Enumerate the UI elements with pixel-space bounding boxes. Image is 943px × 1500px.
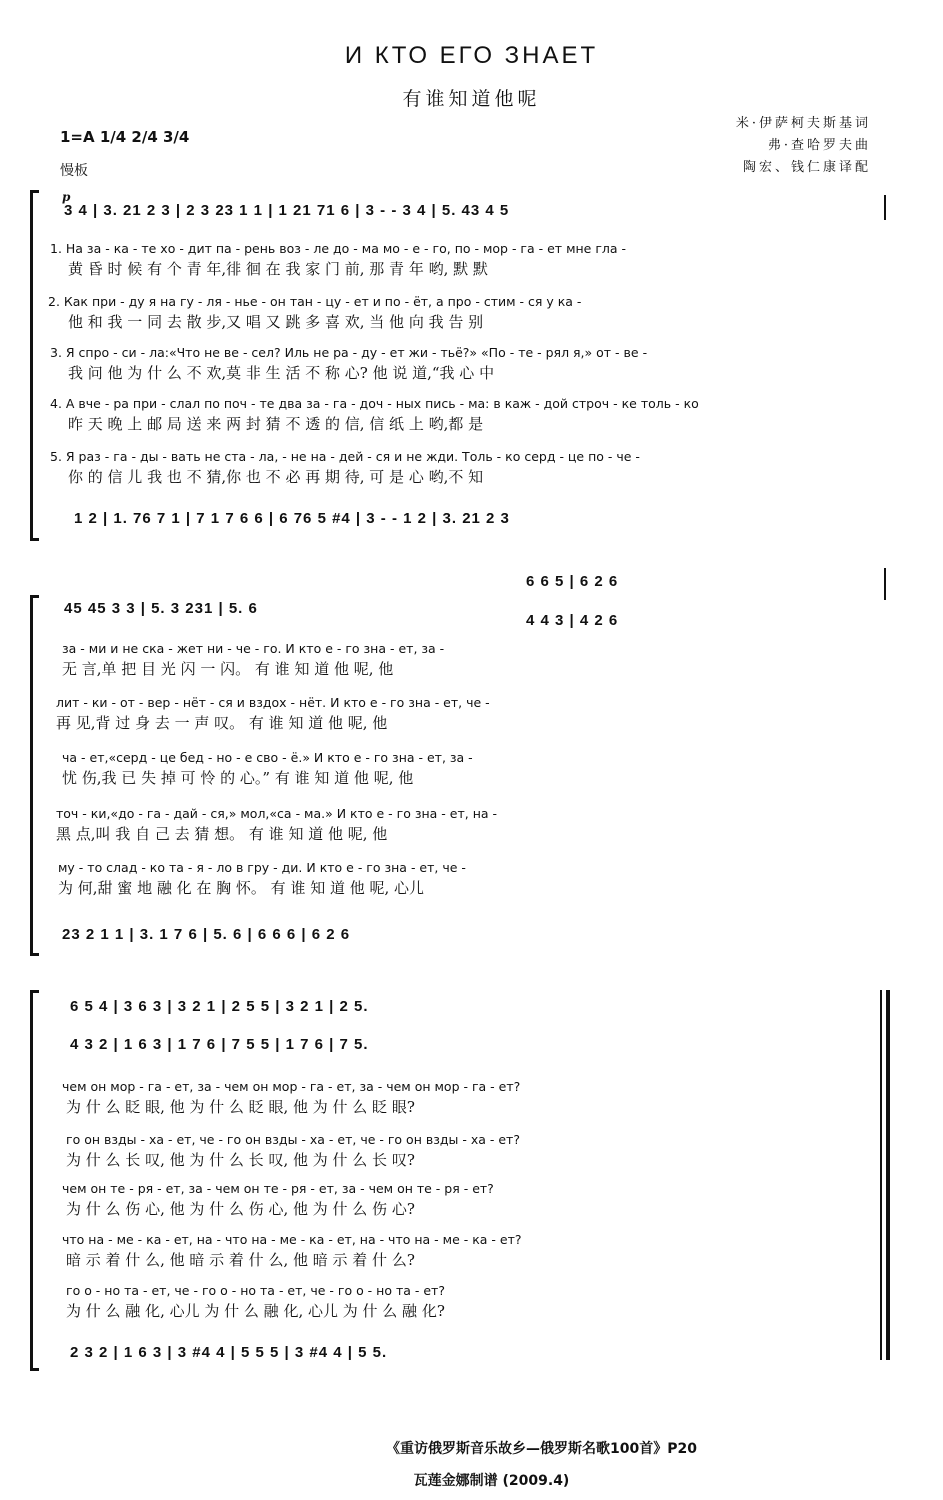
- s2-verse-1-chinese: 无 言,单 把 目 光 闪 一 闪。 有 谁 知 道 他 呢, 他: [62, 660, 394, 678]
- s2-verse-4-russian: точ - ки,«до - га - дай - ся,» мол,«са - ма.» И кто е - го зна - ет, на -: [56, 806, 498, 821]
- s2-verse-5-russian: му - то слад - ко та - я - ло в гру - ди. И кто е - го зна - ет, че -: [58, 860, 466, 875]
- s2-verse-3-russian: ча - ет,«серд - це бед - но - е сво - ё.» И кто е - го зна - ет, за -: [62, 750, 473, 765]
- s2-verse-3-chinese: 忧 伤,我 已 失 掉 可 怜 的 心。” 有 谁 知 道 他 呢, 他: [62, 769, 414, 787]
- system-2-melody: 45 45 3 3 | 5. 3 231 | 5. 6: [64, 600, 258, 617]
- s1-verse-3-russian: 3. Я спро - си - ла:«Что не ве - сел? Иль не ра - ду - ет жи - тьё?» «По - те - рял я,» от - ве -: [50, 345, 648, 360]
- tempo-marking: 慢板: [60, 163, 88, 179]
- system-1-bass: 1 2 | 1. 76 7 1 | 7 1 7 6 6 | 6 76 5 #4 | 3 - - 1 2 | 3. 21 2 3: [74, 510, 510, 527]
- s1-verse-2-chinese: 他 和 我 一 同 去 散 步,又 唱 又 跳 多 喜 欢, 当 他 向 我 告 别: [68, 313, 484, 331]
- s3-verse-3-russian: чем он те - ря - ет, за - чем он те - ря - ет, за - чем он те - ря - ет?: [62, 1181, 494, 1196]
- s3-verse-2-chinese: 为 什 么 长 叹, 他 为 什 么 长 叹, 他 为 什 么 长 叹?: [66, 1151, 415, 1169]
- s3-verse-4-russian: что на - ме - ка - ет, на - что на - ме - ка - ет, на - что на - ме - ка - ет?: [62, 1232, 522, 1247]
- s2-verse-1-russian: за - ми и не ска - жет ни - че - го. И кто е - го зна - ет, за -: [62, 641, 445, 656]
- source-citation: 《重访俄罗斯音乐故乡—俄罗斯名歌100首》P20: [386, 1441, 697, 1457]
- system-2-harmony-top: 6 6 5 | 6 2 6: [526, 573, 619, 590]
- system-2-end-barline: [884, 568, 886, 600]
- s1-verse-2-russian: 2. Как при - ду я на гу - ля - нье - он тан - цу - ет и по - ёт, а про - стим - ся у ка -: [48, 294, 582, 309]
- s2-verse-2-chinese: 再 见,背 过 身 去 一 声 叹。 有 谁 知 道 他 呢, 他: [56, 714, 388, 732]
- translator-credit: 陶宏、钱仁康译配: [742, 160, 871, 175]
- song-title-chinese: 有谁知道他呢: [402, 88, 541, 110]
- system-2-bass: 23 2 1 1 | 3. 1 7 6 | 5. 6 | 6 6 6 | 6 2 6: [62, 926, 351, 943]
- s3-verse-2-russian: го он взды - ха - ет, че - го он взды - ха - ет, че - го он взды - ха - ет?: [66, 1132, 520, 1147]
- system-2-bracket: [30, 595, 39, 956]
- system-3-bracket: [30, 990, 39, 1371]
- composer-credit: 弗·查哈罗夫曲: [767, 138, 871, 153]
- system-3-middle-voice: 4 3 2 | 1 6 3 | 1 7 6 | 7 5 5 | 1 7 6 | 7 5.: [70, 1036, 369, 1053]
- s3-verse-4-chinese: 暗 示 着 什 么, 他 暗 示 着 什 么, 他 暗 示 着 什 么?: [66, 1251, 415, 1269]
- song-title-russian: И КТО ЕГО ЗНАЕТ: [344, 42, 599, 69]
- key-signature: 1=A 1/4 2/4 3/4: [60, 128, 190, 146]
- s3-verse-5-chinese: 为 什 么 融 化, 心儿 为 什 么 融 化, 心儿 为 什 么 融 化?: [66, 1302, 445, 1320]
- system-1-bracket: [30, 190, 39, 541]
- system-1-melody: 3 4 | 3. 21 2 3 | 2 3 23 1 1 | 1 21 71 6 | 3 - - 3 4 | 5. 43 4 5: [64, 202, 510, 219]
- system-3-top-voice: 6 5 4 | 3 6 3 | 3 2 1 | 2 5 5 | 3 2 1 | 2 5.: [70, 998, 369, 1015]
- s1-verse-1-russian: 1. На за - ка - те хо - дит па - рень воз - ле до - ма мо - е - го, по - мор - га - ет мне гла -: [50, 241, 627, 256]
- dynamic-marking: p: [62, 190, 71, 204]
- s1-verse-3-chinese: 我 问 他 为 什 么 不 欢,莫 非 生 活 不 称 心? 他 说 道,“我 心 中: [68, 364, 495, 382]
- system-3-bass: 2 3 2 | 1 6 3 | 3 #4 4 | 5 5 5 | 3 #4 4 | 5 5.: [70, 1344, 388, 1361]
- system-3-final-barline-thin: [880, 990, 882, 1360]
- system-1-end-barline: [884, 195, 886, 220]
- s1-verse-5-chinese: 你 的 信 儿 我 也 不 猜,你 也 不 必 再 期 待, 可 是 心 哟,不 知: [68, 468, 484, 486]
- s1-verse-4-chinese: 昨 天 晚 上 邮 局 送 来 两 封 猜 不 透 的 信, 信 纸 上 哟,都 是: [68, 415, 484, 433]
- transcriber-credit: 瓦莲金娜制谱 (2009.4): [413, 1473, 570, 1489]
- s3-verse-1-russian: чем он мор - га - ет, за - чем он мор - га - ет, за - чем он мор - га - ет?: [62, 1079, 521, 1094]
- s2-verse-5-chinese: 为 何,甜 蜜 地 融 化 在 胸 怀。 有 谁 知 道 他 呢, 心儿: [58, 879, 425, 897]
- system-2-harmony-bottom: 4 4 3 | 4 2 6: [526, 612, 619, 629]
- s3-verse-3-chinese: 为 什 么 伤 心, 他 为 什 么 伤 心, 他 为 什 么 伤 心?: [66, 1200, 415, 1218]
- s3-verse-1-chinese: 为 什 么 眨 眼, 他 为 什 么 眨 眼, 他 为 什 么 眨 眼?: [66, 1098, 415, 1116]
- s1-verse-5-russian: 5. Я раз - га - ды - вать не ста - ла, - не на - дей - ся и не жди. Толь - ко серд - це по - че -: [50, 449, 640, 464]
- system-3-final-barline-thick: [886, 990, 890, 1360]
- lyricist-credit: 米·伊萨柯夫斯基词: [735, 116, 871, 131]
- s1-verse-1-chinese: 黄 昏 时 候 有 个 青 年,徘 徊 在 我 家 门 前, 那 青 年 哟, 默 默: [68, 260, 488, 278]
- s2-verse-4-chinese: 黑 点,叫 我 自 己 去 猜 想。 有 谁 知 道 他 呢, 他: [56, 825, 388, 843]
- s2-verse-2-russian: лит - ки - от - вер - нёт - ся и вздох - нёт. И кто е - го зна - ет, че -: [56, 695, 490, 710]
- s3-verse-5-russian: го о - но та - ет, че - го о - но та - ет, че - го о - но та - ет?: [66, 1283, 445, 1298]
- s1-verse-4-russian: 4. А вче - ра при - слал по поч - те два за - га - доч - ных пись - ма: в каж - дой строч - ке толь - ко: [50, 396, 699, 411]
